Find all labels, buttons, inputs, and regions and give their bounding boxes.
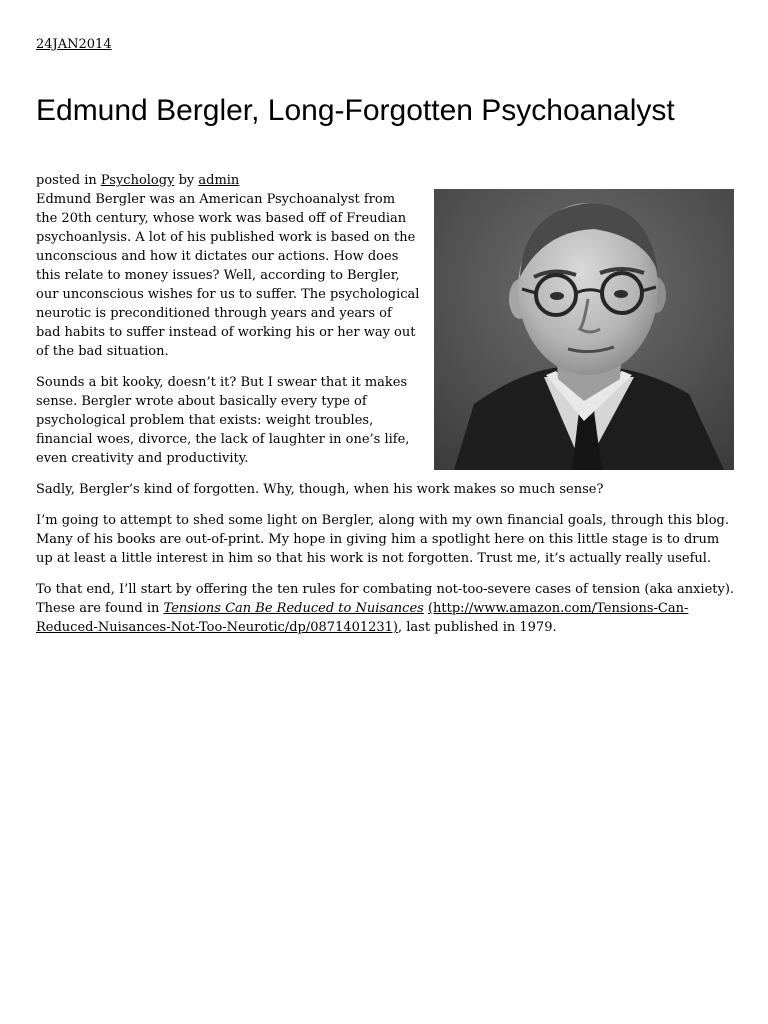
- paragraph-rules-intro: [36, 580, 736, 637]
- category-link[interactable]: Psychology: [100, 173, 175, 188]
- paragraph-intro: Edmund Bergler was an American Psychoanalyst from the 20th century, whose work was based off of Freudian psychoanlysis. A lot of his published work is based on the unconscious and how it dictates our actions. How does this relate to money issues? Well, according to Bergler, our unconscious wishes for us to suffer. The psychological neurotic is preconditioned through years and years of bad habits to suffer instead of working his or her way out of the bad situation.: [36, 192, 420, 359]
- book-url-link[interactable]: (http://www.amazon.com/Tensions-Can-Reduced-Nuisances-Not-Too-Neurotic/dp/0871401231): [36, 601, 689, 635]
- rules-tail-text: , last published in 1979.: [398, 620, 557, 635]
- paragraph-blog-purpose: I’m going to attempt to shed some light on Bergler, along with my own financial goals, through this blog. Many of his books are out-of-print. My hope in giving him a spotlight here on this little stage is to drum up at least a little interest in him so that his work is not forgotten. Trust me, it’s actually really useful.: [36, 513, 729, 566]
- author-link[interactable]: admin: [198, 173, 240, 188]
- book-title-link[interactable]: Tensions Can Be Reduced to Nuisances: [163, 601, 424, 616]
- meta-by: by: [178, 173, 195, 188]
- paragraph-kooky: Sounds a bit kooky, doesn’t it? But I swear that it makes sense. Bergler wrote about basically every type of psychological problem that exists: weight troubles, financial woes, divorce, the lack of laughter in one’s life, even creativity and productivity.: [36, 375, 410, 466]
- post-date[interactable]: [36, 36, 112, 54]
- rules-lead-text: To that end, I’ll start by offering the ten rules for combating not-too-severe cases of tension (aka anxiety). These are found in: [36, 582, 735, 616]
- post-title: Edmund Bergler, Long-Forgotten Psychoanalyst: [36, 94, 675, 127]
- post-date-link[interactable]: 24JAN2014: [36, 37, 112, 52]
- post-meta: [36, 171, 420, 190]
- post-body: [36, 171, 736, 649]
- meta-prefix: posted in: [36, 173, 97, 188]
- paragraph-forgotten: Sadly, Bergler’s kind of forgotten. Why, though, when his work makes so much sense?: [36, 482, 604, 497]
